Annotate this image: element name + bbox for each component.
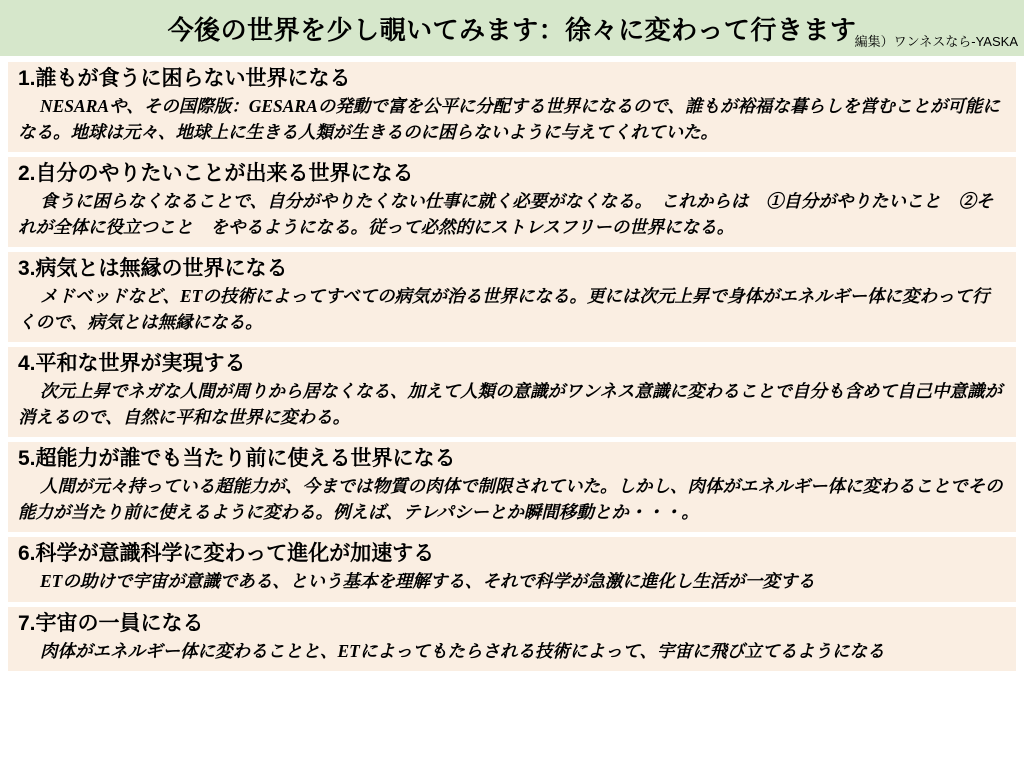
list-item-body: 人間が元々持っている超能力が、今までは物質の肉体で制限されていた。しかし、肉体がエネルギー体に変わることでその能力が当たり前に使えるように変わる。例えば、テレパシーとか瞬間移動とか・・・。 (18, 476, 1003, 522)
list-item-body: メドベッドなど、ETの技術によってすべての病気が治る世界になる。更には次元上昇で身体がエネルギー体に変わって行くので、病気とは無縁になる。 (18, 286, 990, 332)
list-item (8, 252, 1016, 342)
list-item (8, 157, 1016, 247)
list-item-body: 食うに困らなくなることで、自分がやりたくない仕事に就く必要がなくなる。 これからは ①自分がやりたいこと ②それが全体に役立つこと をやるようになる。従って必然的にストレスフリーの世界になる。 (18, 191, 994, 237)
list-item-title: 5.超能力が誰でも当たり前に使える世界になる (18, 447, 456, 470)
slide-header (0, 0, 1024, 56)
content-list (8, 62, 1016, 742)
page-title: 今後の世界を少し覗いてみます：徐々に変わって行きます (167, 14, 857, 45)
list-item-body: ETの助けで宇宙が意識である、という基本を理解する、それで科学が急激に進化し生活が一変する (40, 571, 815, 592)
list-item-title: 3.病気とは無縁の世界になる (18, 257, 288, 280)
list-item (8, 347, 1016, 437)
list-item (8, 537, 1016, 602)
list-item-body: 次元上昇でネガな人間が周りから居なくなる、加えて人類の意識がワンネス意識に変わることで自分も含めて自己中意識が消えるので、自然に平和な世界に変わる。 (18, 381, 1002, 427)
list-item (8, 607, 1016, 672)
list-item-title: 1.誰もが食うに困らない世界になる (18, 67, 351, 90)
list-item-title: 2.自分のやりたいことが出来る世界になる (18, 162, 414, 185)
list-item-body: NESARAや、その国際版：GESARAの発動で富を公平に分配する世界になるので、誰もが裕福な暮らしを営むことが可能になる。地球は元々、地球上に生きる人類が生きるのに困らないように与えてくれていた。 (18, 96, 1000, 142)
list-item-title: 4.平和な世界が実現する (18, 352, 246, 375)
list-item-body: 肉体がエネルギー体に変わることと、ETによってもたらされる技術によって、宇宙に飛び立てるようになる (40, 640, 885, 661)
list-item-title: 7.宇宙の一員になる (18, 611, 204, 635)
list-item-title: 6.科学が意識科学に変わって進化が加速する (18, 542, 435, 565)
editor-credit: 編集）ワンネスなら-YASKA (854, 34, 1018, 49)
list-item (8, 442, 1016, 532)
list-item (8, 62, 1016, 152)
